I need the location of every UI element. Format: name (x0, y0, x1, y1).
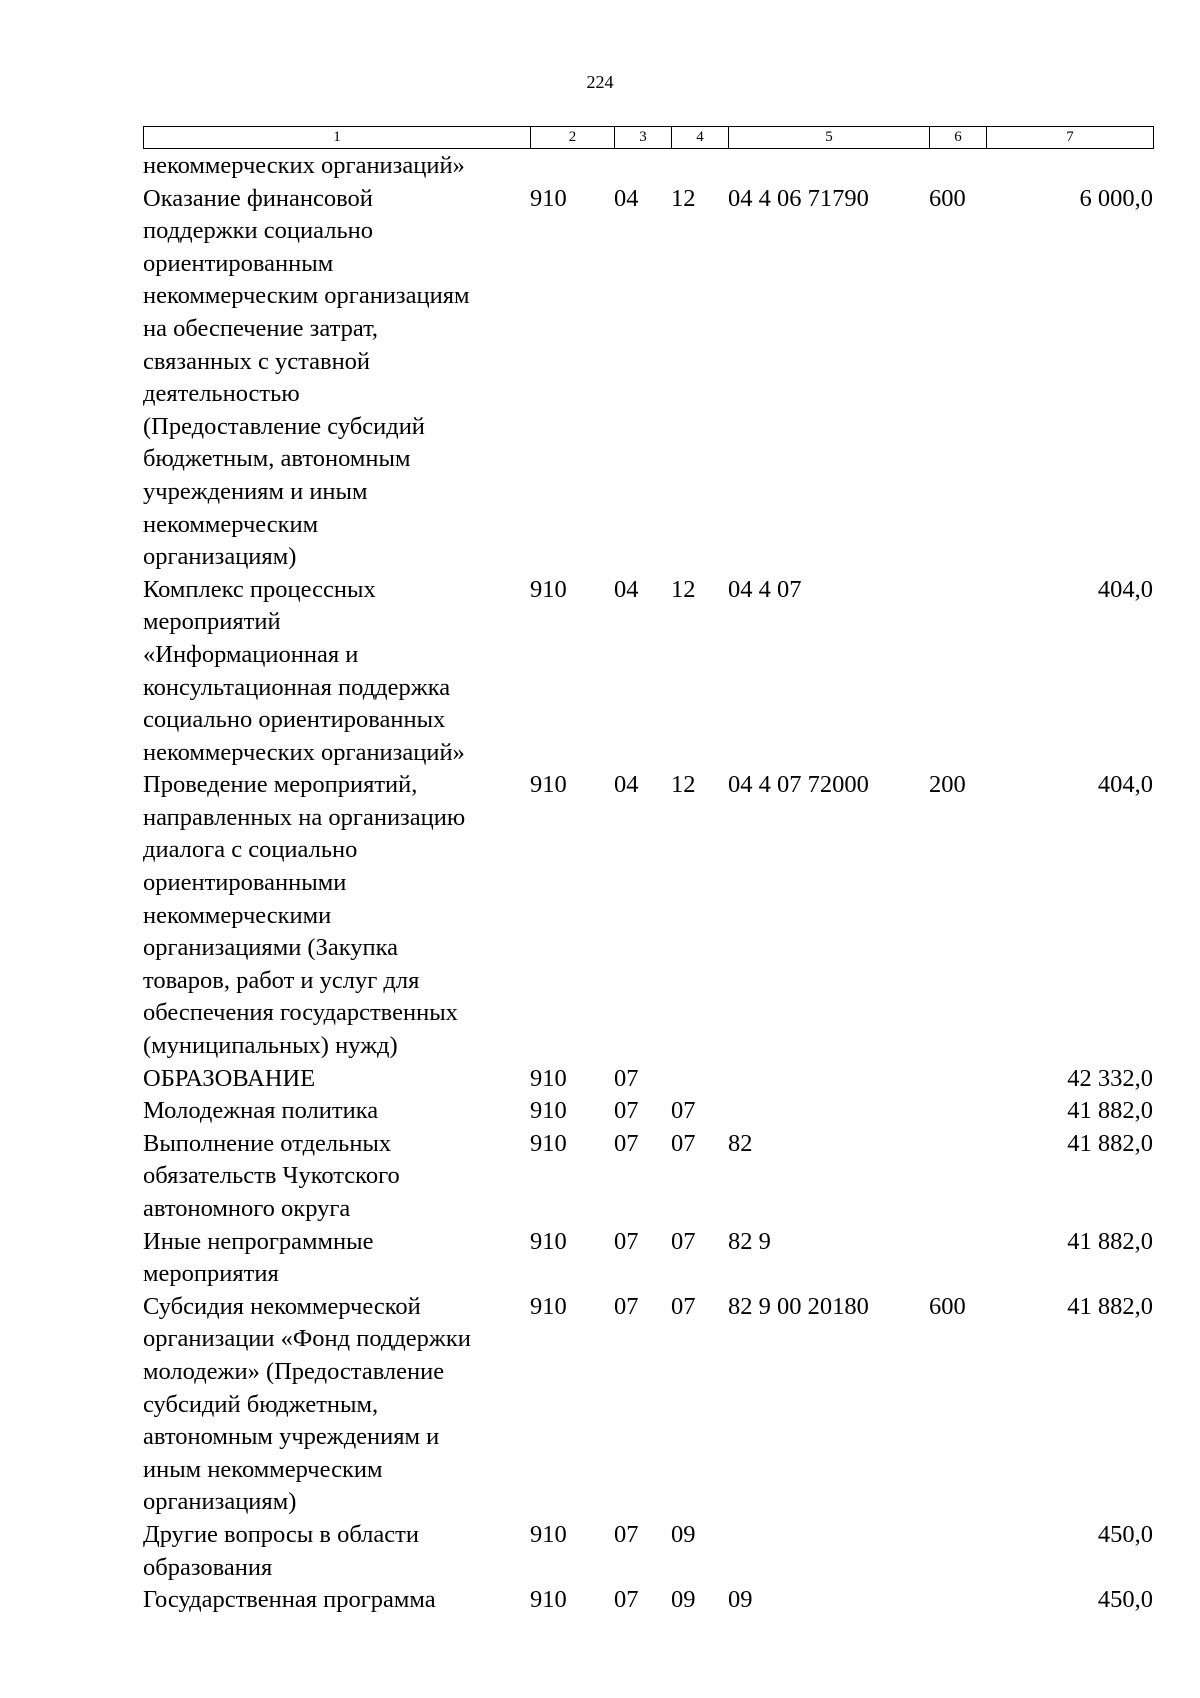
row-cell-k4: 07 (671, 1292, 696, 1320)
row-name-cell (143, 1095, 530, 1128)
row-name-line: социально ориентированных (143, 706, 446, 734)
row-cell-k2: 910 (530, 1064, 567, 1092)
row-cell-k3: 04 (614, 575, 639, 603)
row-cell-k6: 600 (929, 184, 966, 212)
row-name-cell (143, 1226, 530, 1291)
row-name-cell (143, 1291, 530, 1519)
row-name-line: мероприятия (143, 1260, 279, 1288)
table-row (143, 1128, 1153, 1226)
row-cell-k2: 910 (530, 184, 567, 212)
row-cell-k3 (614, 150, 671, 183)
row-name-line: организации «Фонд поддержки (143, 1325, 471, 1353)
row-cell-k2: 910 (530, 1129, 567, 1157)
row-name-line: бюджетным, автономным (143, 445, 411, 473)
row-name-line: направленных на организацию (143, 803, 466, 831)
row-name-line: автономным учреждениям и (143, 1423, 440, 1451)
row-cell-k2: 910 (530, 771, 567, 799)
row-cell-k6 (929, 1128, 986, 1226)
table-header (143, 126, 1154, 149)
row-cell-k5: 82 (728, 1129, 753, 1157)
row-name-line: субсидий бюджетным, (143, 1390, 379, 1418)
row-name-line: ориентированным (143, 249, 334, 277)
row-cell-k3: 07 (614, 1064, 639, 1092)
row-cell-k6: 200 (929, 771, 966, 799)
row-cell-k6 (929, 1519, 986, 1584)
table-row (143, 1095, 1153, 1128)
row-cell-k3: 07 (614, 1129, 639, 1157)
row-name-line: (муниципальных) нужд) (143, 1032, 398, 1060)
row-cell-k6 (929, 1063, 986, 1096)
header-cell-5: 5 (729, 127, 930, 149)
row-cell-k5: 04 4 06 71790 (728, 184, 869, 212)
row-name-cell (143, 1519, 530, 1584)
header-cell-4: 4 (672, 127, 729, 149)
row-cell-k6 (929, 1095, 986, 1128)
row-name-line: Проведение мероприятий, (143, 771, 418, 799)
page-number: 224 (586, 72, 614, 92)
table-row (143, 183, 1153, 574)
row-name-line: образования (143, 1553, 273, 1581)
row-name-line: Выполнение отдельных (143, 1129, 392, 1157)
row-name-line: некоммерческим (143, 510, 319, 538)
row-cell-k2: 910 (530, 1227, 567, 1255)
row-name-line: диалога с социально (143, 836, 358, 864)
row-name-line: обязательств Чукотского (143, 1162, 400, 1190)
row-cell-k6 (929, 150, 986, 183)
row-name-line: Оказание финансовой (143, 184, 373, 212)
row-name-line: деятельностью (143, 380, 300, 408)
table-row (143, 1063, 1153, 1096)
row-name-line: поддержки социально (143, 217, 373, 245)
row-cell-k5: 82 9 00 20180 (728, 1292, 869, 1320)
row-name-line: организациям) (143, 543, 297, 571)
row-cell-k2: 910 (530, 575, 567, 603)
row-name-cell (143, 574, 530, 770)
row-cell-k3: 07 (614, 1097, 639, 1125)
row-cell-k2: 910 (530, 1520, 567, 1548)
row-name-line: иным некоммерческим (143, 1455, 383, 1483)
table-row (143, 1519, 1153, 1584)
row-name-line: учреждениям и иным (143, 477, 368, 505)
row-name-line: Молодежная политика (143, 1097, 379, 1125)
row-cell-k6 (929, 1584, 986, 1617)
row-name-line: ориентированными (143, 869, 347, 897)
row-cell-k5: 04 4 07 (728, 575, 802, 603)
row-cell-k2: 910 (530, 1586, 567, 1614)
row-name-cell (143, 769, 530, 1062)
row-cell-k2 (530, 150, 614, 183)
row-cell-k4: 07 (671, 1227, 696, 1255)
header-cell-6: 6 (930, 127, 987, 149)
row-name-line: на обеспечение затрат, (143, 314, 379, 342)
row-name-line: товаров, работ и услуг для (143, 966, 420, 994)
row-name-line: организациями (Закупка (143, 934, 399, 962)
row-cell-k7: 41 882,0 (1067, 1129, 1153, 1157)
row-name-line: (Предоставление субсидий (143, 412, 425, 440)
row-cell-k7: 450,0 (1097, 1586, 1153, 1614)
row-cell-k5: 82 9 (728, 1227, 771, 1255)
row-cell-k4: 07 (671, 1129, 696, 1157)
header-cell-1: 1 (144, 127, 531, 149)
row-cell-k7: 404,0 (1097, 575, 1153, 603)
row-cell-k3: 07 (614, 1292, 639, 1320)
row-name-line: некоммерческих организаций» (143, 738, 465, 766)
row-cell-k4: 07 (671, 1097, 696, 1125)
row-cell-k7: 41 882,0 (1067, 1097, 1153, 1125)
table-row (143, 150, 1153, 183)
header-row (144, 127, 1154, 149)
row-cell-k5: 04 4 07 72000 (728, 771, 869, 799)
row-cell-k6 (929, 1226, 986, 1291)
row-cell-k7: 404,0 (1097, 771, 1153, 799)
row-cell-k7: 41 882,0 (1067, 1292, 1153, 1320)
row-name-line: мероприятий (143, 608, 281, 636)
row-name-line: автономного округа (143, 1195, 351, 1222)
table-row (143, 574, 1153, 770)
row-cell-k5: 09 (728, 1586, 753, 1614)
row-cell-k4 (671, 150, 728, 183)
row-cell-k4 (671, 1063, 728, 1096)
row-cell-k2: 910 (530, 1097, 567, 1125)
row-cell-k4: 12 (671, 184, 696, 212)
row-cell-k5 (728, 1063, 929, 1096)
row-name-line: Комплекс процессных (143, 575, 376, 603)
row-name-line: некоммерческими (143, 901, 332, 929)
table-row (143, 1291, 1153, 1519)
row-name-cell (143, 1584, 530, 1617)
row-cell-k5 (728, 150, 929, 183)
row-cell-k4: 12 (671, 771, 696, 799)
row-cell-k7: 41 882,0 (1067, 1227, 1153, 1255)
row-name-line: связанных с уставной (143, 347, 371, 375)
row-cell-k7: 42 332,0 (1067, 1064, 1153, 1092)
row-name-line: Субсидия некоммерческой (143, 1292, 421, 1320)
row-name-line: молодежи» (Предоставление (143, 1357, 445, 1385)
row-cell-k2: 910 (530, 1292, 567, 1320)
row-cell-k3: 07 (614, 1586, 639, 1614)
row-cell-k5 (728, 1519, 929, 1584)
row-name-line: ОБРАЗОВАНИЕ (143, 1064, 316, 1092)
row-cell-k6 (929, 574, 986, 770)
row-name-line: обеспечения государственных (143, 999, 458, 1027)
row-name-line: Другие вопросы в области (143, 1520, 419, 1548)
row-name-line: Государственная программа (143, 1586, 436, 1614)
row-name-line: некоммерческих организаций» (143, 152, 465, 179)
table-row (143, 1584, 1153, 1617)
row-name-line: Иные непрограммные (143, 1227, 374, 1255)
header-cell-2: 2 (531, 127, 615, 149)
row-cell-k7 (986, 150, 1153, 183)
row-cell-k3: 04 (614, 771, 639, 799)
row-cell-k4: 09 (671, 1586, 696, 1614)
row-name-cell (143, 150, 530, 183)
row-cell-k7: 6 000,0 (1079, 184, 1153, 212)
row-cell-k3: 07 (614, 1520, 639, 1548)
table-row (143, 769, 1153, 1062)
row-name-line: некоммерческим организациям (143, 282, 470, 310)
row-name-line: консультационная поддержка (143, 673, 451, 701)
row-name-line: «Информационная и (143, 640, 359, 668)
row-name-line: организациям) (143, 1488, 297, 1516)
budget-table (143, 150, 1153, 1617)
row-name-cell (143, 183, 530, 574)
row-name-cell (143, 1063, 530, 1096)
row-name-cell (143, 1128, 530, 1226)
table-body (143, 150, 1153, 1617)
header-cell-3: 3 (615, 127, 672, 149)
row-cell-k5 (728, 1095, 929, 1128)
table-row (143, 1226, 1153, 1291)
row-cell-k4: 09 (671, 1520, 696, 1548)
row-cell-k4: 12 (671, 575, 696, 603)
row-cell-k3: 07 (614, 1227, 639, 1255)
row-cell-k6: 600 (929, 1292, 966, 1320)
row-cell-k3: 04 (614, 184, 639, 212)
header-cell-7: 7 (987, 127, 1154, 149)
row-cell-k7: 450,0 (1097, 1520, 1153, 1548)
